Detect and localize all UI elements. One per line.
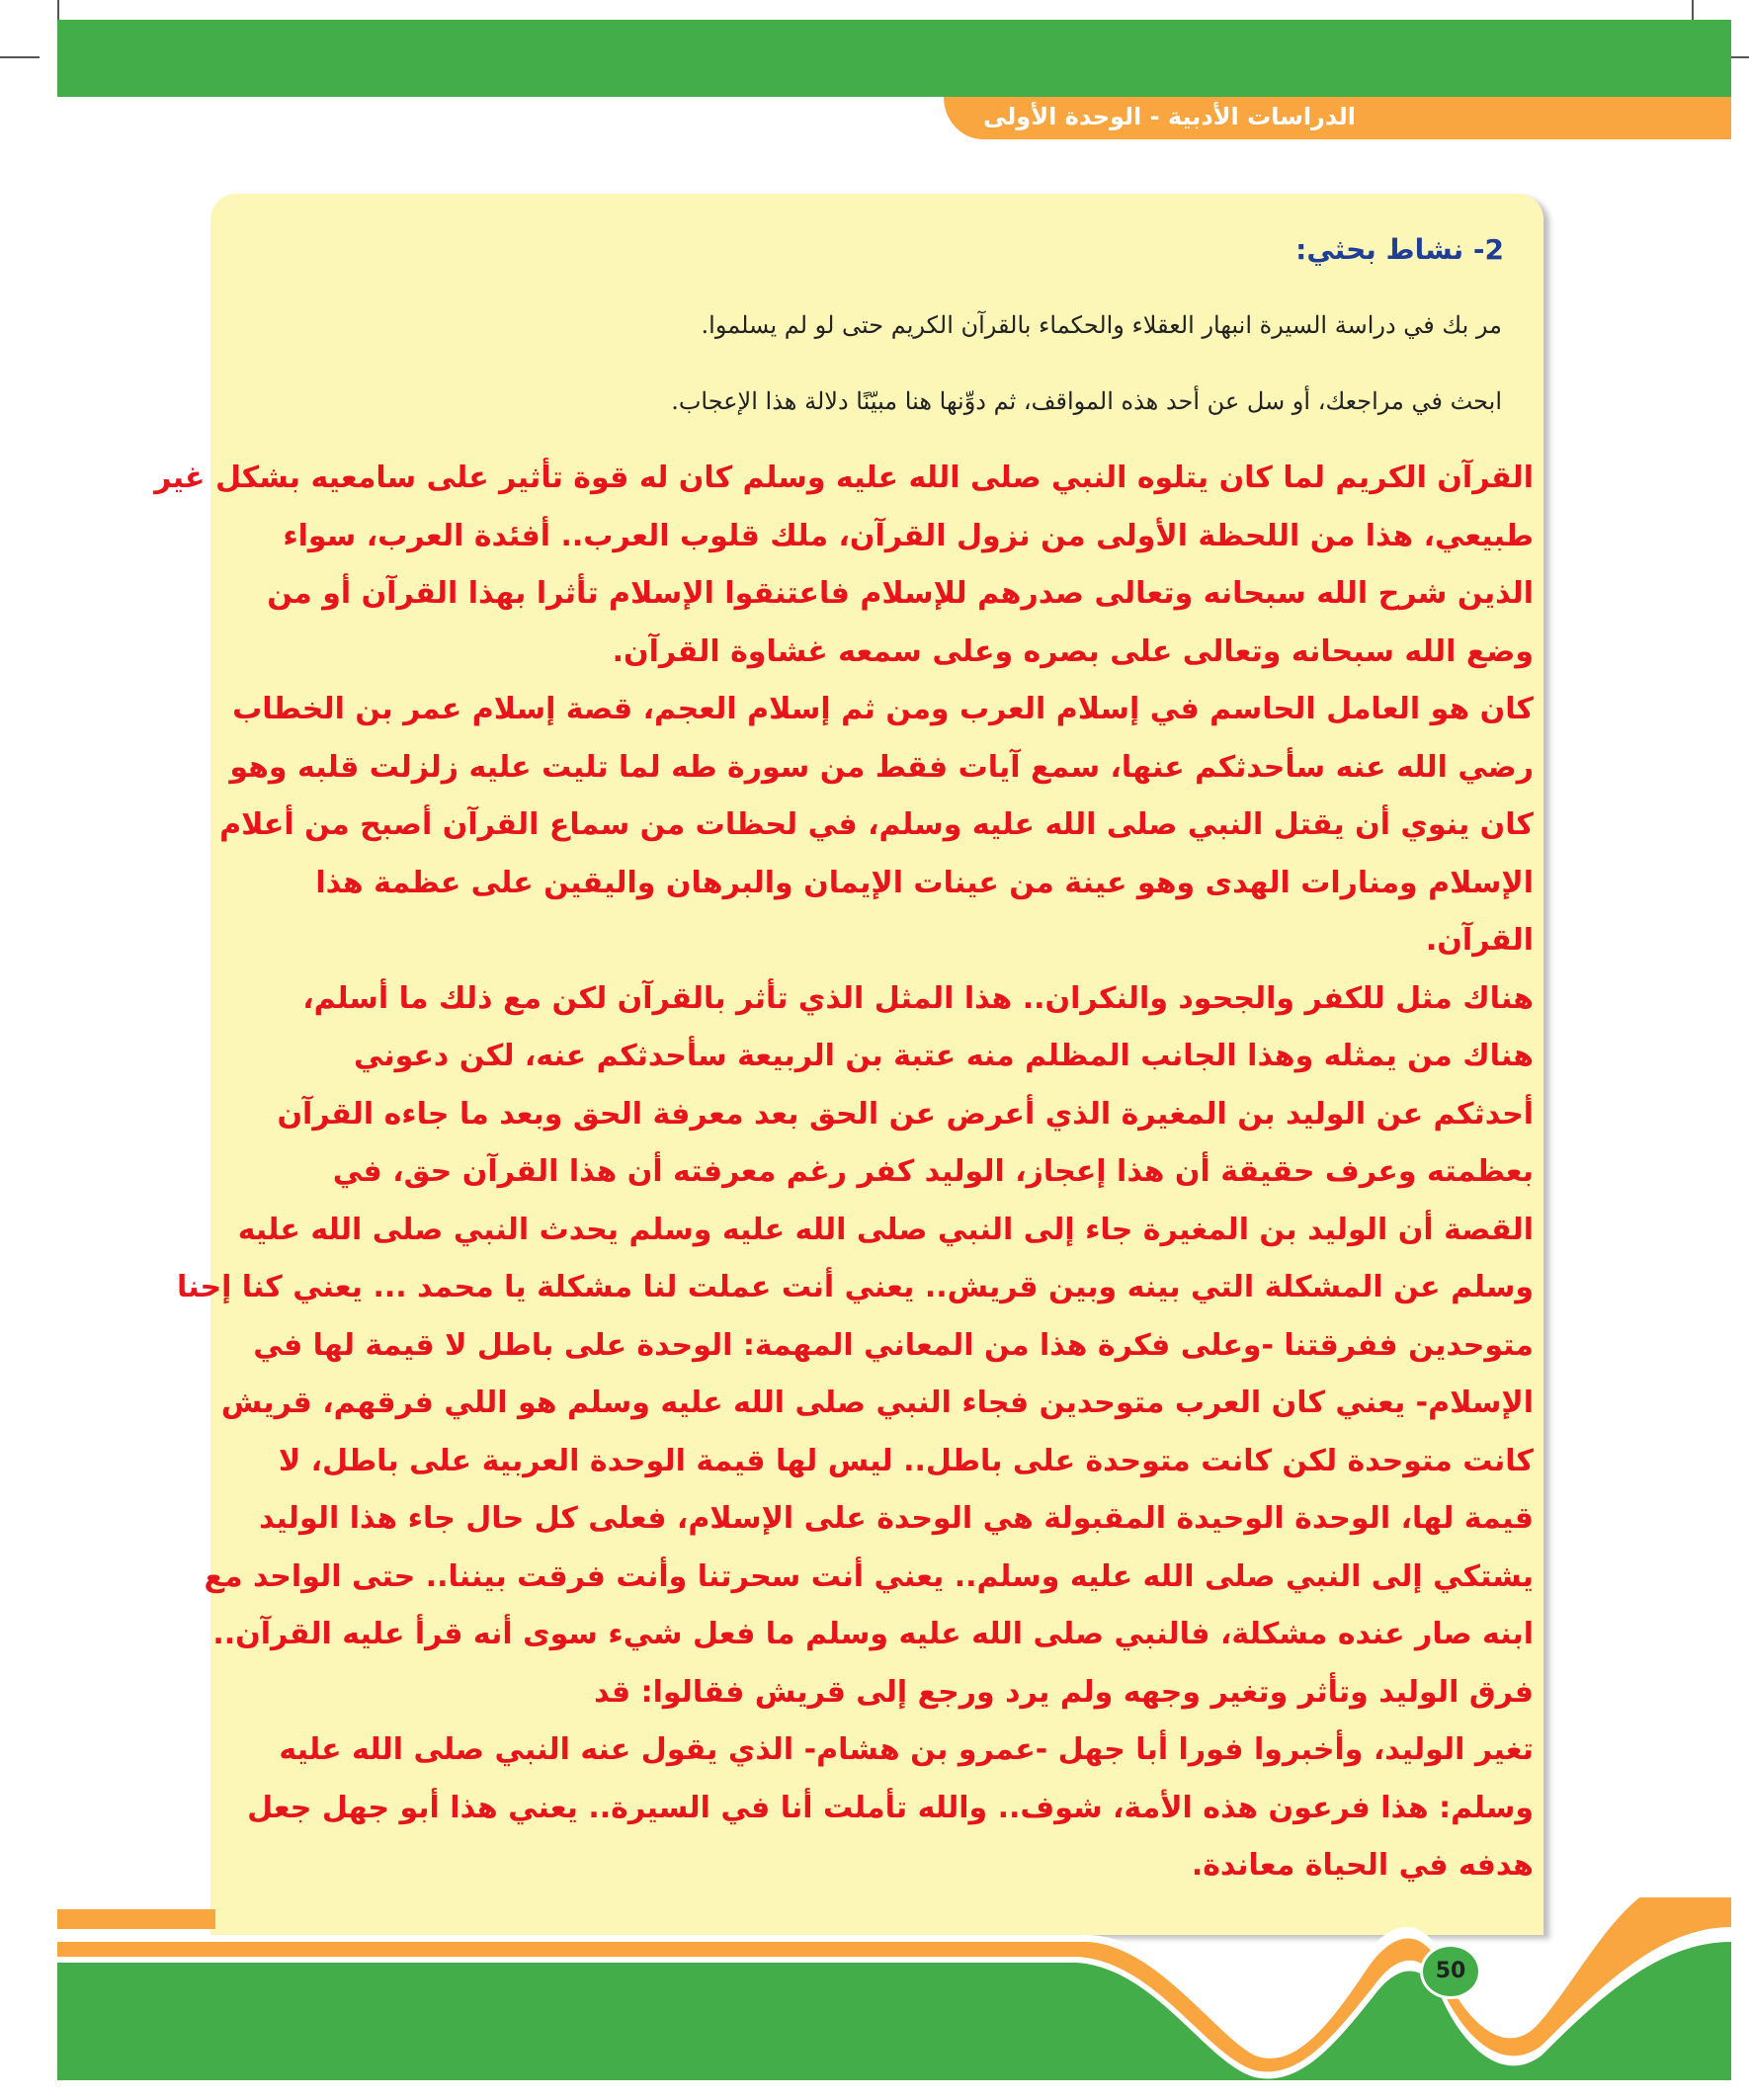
answer-line: رضي الله عنه سأحدثكم عنها، سمع آيات فقط من سورة طه لما تليت عليه زلزلت قلبه وهو xyxy=(219,739,1534,798)
answer-line: وضع الله سبحانه وتعالى على بصره وعلى سمعه غشاوة القرآن. xyxy=(219,624,1534,682)
answer-line: تغير الوليد، وأخبروا فورا أبا جهل -عمرو بن هشام- الذي يقول عنه النبي صلى الله عليه xyxy=(219,1722,1534,1780)
answer-line: الإسلام ومنارات الهدى وهو عينة من عينات الإيمان والبرهان واليقين على عظمة هذا xyxy=(219,855,1534,913)
page-number: 50 xyxy=(1420,1944,1481,1999)
answer-line: وسلم: هذا فرعون هذه الأمة، شوف.. والله تأملت أنا في السيرة.. يعني هذا أبو جهل جعل xyxy=(219,1780,1534,1838)
answer-line: كان ينوي أن يقتل النبي صلى الله عليه وسلم، في لحظات من سماع القرآن أصبح من أعلام xyxy=(219,797,1534,855)
answer-line: ابنه صار عنده مشكلة، فالنبي صلى الله عليه وسلم ما فعل شيء سوى أنه قرأ عليه القرآن.. xyxy=(219,1606,1534,1664)
answer-line: القصة أن الوليد بن المغيرة جاء إلى النبي صلى الله عليه وسلم يحدث النبي صلى الله عليه xyxy=(219,1202,1534,1260)
answer-line: متوحدين ففرقتنا -وعلى فكرة هذا من المعاني المهمة: الوحدة على باطل لا قيمة لها في xyxy=(219,1317,1534,1376)
answer-line: كان هو العامل الحاسم في إسلام العرب ومن ثم إسلام العجم، قصة إسلام عمر بن الخطاب xyxy=(219,681,1534,739)
answer-text xyxy=(154,450,1534,1895)
answer-line: يشتكي إلى النبي صلى الله عليه وسلم.. يعني أنت سحرتنا وأنت فرقت بيننا.. حتى الواحد مع xyxy=(219,1549,1534,1607)
activity-title: 2- نشاط بحثي: xyxy=(1295,233,1504,266)
crop-mark xyxy=(0,56,40,58)
answer-line: القرآن. xyxy=(219,912,1534,970)
bottom-decoration xyxy=(0,1897,1749,2100)
answer-line: هناك مثل للكفر والجحود والنكران.. هذا المثل الذي تأثر بالقرآن لكن مع ذلك ما أسلم، xyxy=(219,970,1534,1029)
answer-line: قيمة لها، الوحدة الوحيدة المقبولة هي الوحدة على الإسلام، فعلى كل حال جاء هذا الوليد xyxy=(219,1490,1534,1549)
answer-line: طبيعي، هذا من اللحظة الأولى من نزول القرآن، ملك قلوب العرب.. أفئدة العرب، سواء xyxy=(219,508,1534,566)
activity-prompt-2: ابحث في مراجعك، أو سل عن أحد هذه المواقف، ثم دوِّنها هنا مبيّنًا دلالة هذا الإعجاب. xyxy=(671,387,1502,415)
answer-line: وسلم عن المشكلة التي بينه وبين قريش.. يعني أنت عملت لنا مشكلة يا محمد ... يعني كنا إحنا xyxy=(219,1259,1534,1317)
answer-line: الإسلام- يعني كان العرب متوحدين فجاء النبي صلى الله عليه وسلم هو اللي فرقهم، قريش xyxy=(219,1375,1534,1433)
answer-line: بعظمته وعرف حقيقة أن هذا إعجاز، الوليد كفر رغم معرفته أن هذا القرآن حق، في xyxy=(219,1143,1534,1202)
section-header-tab xyxy=(944,97,1731,139)
answer-line: هدفه في الحياة معاندة. xyxy=(219,1837,1534,1895)
answer-line: هناك من يمثله وهذا الجانب المظلم منه عتبة بن الربيعة سأحدثكم عنه، لكن دعوني xyxy=(219,1028,1534,1086)
header-title: الدراسات الأدبية - الوحدة الأولى xyxy=(983,103,1356,130)
top-green-band xyxy=(57,20,1731,97)
activity-prompt-1: مر بك في دراسة السيرة انبهار العقلاء والحكماء بالقرآن الكريم حتى لو لم يسلموا. xyxy=(701,311,1502,339)
answer-line: كانت متوحدة لكن كانت متوحدة على باطل.. ليس لها قيمة الوحدة العربية على باطل، لا xyxy=(219,1433,1534,1491)
answer-line: أحدثكم عن الوليد بن المغيرة الذي أعرض عن الحق بعد معرفة الحق وبعد ما جاءه القرآن xyxy=(219,1086,1534,1144)
answer-line: فرق الوليد وتأثر وتغير وجهه ولم يرد ورجع إلى قريش فقالوا: قد xyxy=(219,1664,1534,1722)
answer-line: القرآن الكريم لما كان يتلوه النبي صلى الله عليه وسلم كان له قوة تأثير على سامعيه بشكل غير xyxy=(219,450,1534,508)
answer-line: الذين شرح الله سبحانه وتعالى صدرهم للإسلام فاعتنقوا الإسلام تأثرا بهذا القرآن أو من xyxy=(219,565,1534,624)
